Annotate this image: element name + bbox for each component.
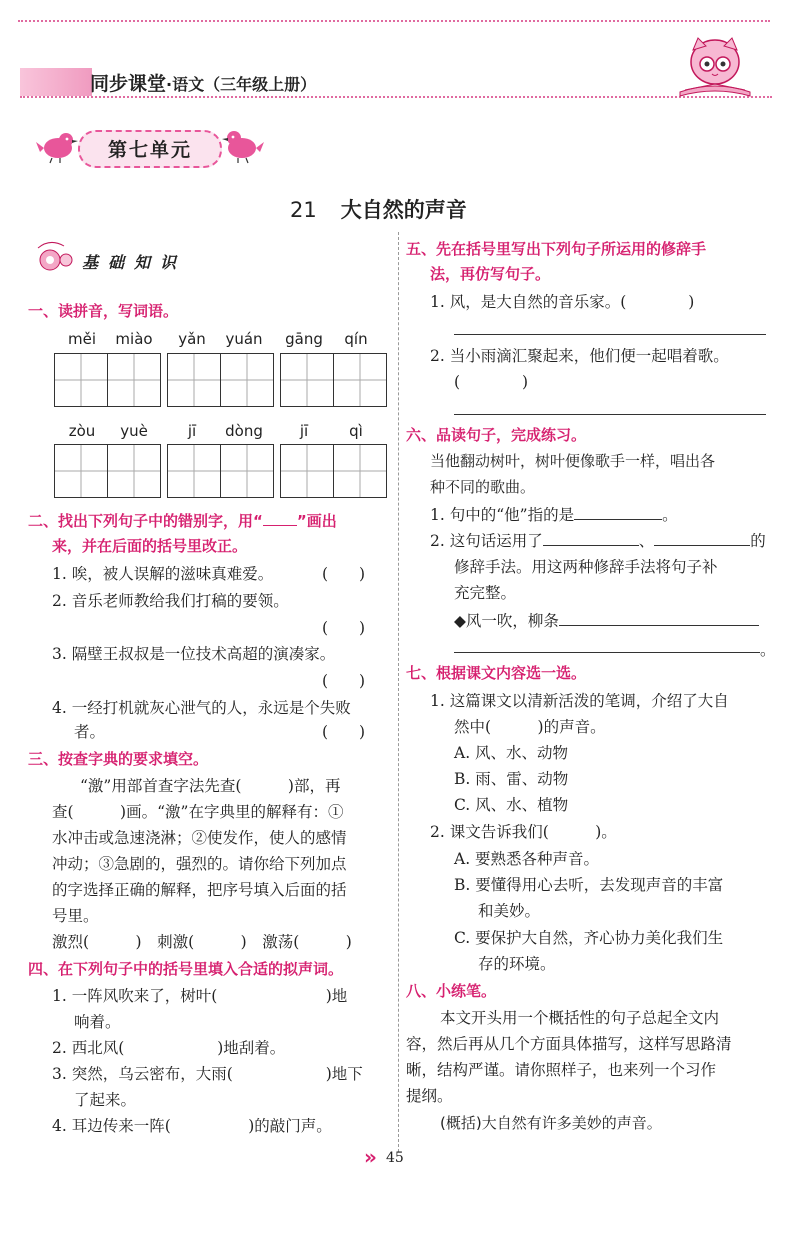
s2-item: 2. 音乐老师教给我们打稿的要领。: [52, 592, 289, 610]
pinyin: qín: [344, 330, 368, 348]
blank[interactable]: [654, 529, 750, 546]
s7-option[interactable]: A. 要熟悉各种声音。: [454, 850, 600, 868]
header-title-main: 同步课堂: [90, 73, 167, 95]
s6-q1-end: 。: [662, 506, 678, 524]
answer-paren[interactable]: ( ): [322, 619, 366, 637]
lesson-number: 21: [290, 198, 317, 222]
s6-passage: 当他翻动树叶，树叶便像歌手一样，唱出各: [430, 452, 716, 470]
s6-q1: [430, 503, 678, 525]
header-dotted-line: [18, 20, 770, 22]
writing-box[interactable]: [167, 353, 274, 407]
pinyin: dòng: [225, 422, 263, 440]
s8-title: 八、小练笔。: [406, 982, 497, 1000]
s7-option[interactable]: B. 要懂得用心去听，去发现声音的丰富: [454, 876, 724, 894]
s4-line[interactable]: 2. 西北风( )地刮着。: [52, 1039, 286, 1057]
flower-icon: [30, 238, 80, 278]
pinyin: qì: [349, 422, 363, 440]
s8-line: 晰，结构严谨。请你照样子，也来列一个习作: [406, 1061, 717, 1079]
s7-option-cont: 和美妙。: [478, 902, 541, 920]
mascot-book-icon: [660, 36, 770, 100]
writing-grid-row1: [54, 353, 387, 407]
underline-sample: [263, 513, 297, 526]
s2-item: 1. 唉，被人误解的滋味真难爱。: [52, 565, 274, 583]
s6-q2e: [454, 609, 759, 631]
s6-q2: [430, 529, 766, 551]
s4-line: 响着。: [74, 1013, 121, 1031]
s4-line: 了起来。: [74, 1091, 137, 1109]
page-number: 45: [386, 1150, 404, 1166]
lesson-title: [290, 194, 467, 224]
s6-q2-de: 的: [750, 532, 766, 550]
s2-title: [28, 510, 337, 531]
unit-label: 第七单元: [107, 139, 192, 161]
s5-title: 五、先在括号里写出下列句子所运用的修辞手: [406, 240, 707, 258]
pinyin: gāng: [285, 330, 323, 348]
s6-title: 六、品读句子，完成练习。: [406, 426, 587, 444]
bird-left-icon: [34, 128, 80, 164]
answer-line[interactable]: [454, 652, 760, 653]
pinyin: miào: [115, 330, 153, 348]
writing-grid-row2: [54, 444, 387, 498]
writing-box[interactable]: [54, 444, 161, 498]
s7-option[interactable]: A. 风、水、动物: [454, 744, 569, 762]
answer-paren[interactable]: ( ): [322, 723, 366, 741]
s6-q2d: 充完整。: [454, 584, 517, 602]
header-title: [90, 69, 316, 96]
s2-title2: 来，并在后面的括号里改正。: [52, 537, 248, 555]
writing-box[interactable]: [167, 444, 274, 498]
answer-paren[interactable]: ( ): [322, 565, 366, 583]
s3-title: 三、按查字典的要求填空。: [28, 750, 209, 768]
s6-q2c: 修辞手法。用这两种修辞手法将句子补: [454, 558, 718, 576]
lesson-name: 大自然的声音: [340, 198, 467, 222]
s8-line: 提纲。: [406, 1087, 453, 1105]
pinyin: yuán: [225, 330, 263, 348]
s2-item: 者。: [74, 723, 106, 741]
s5-q2-paren[interactable]: ( ): [454, 373, 529, 391]
s8-line: 本文开头用一个概括性的句子总起全文内: [440, 1009, 720, 1027]
answer-line[interactable]: [454, 334, 766, 335]
blank[interactable]: [574, 503, 662, 520]
s1-title: 一、读拼音，写词语。: [28, 302, 179, 320]
header-pink-band: [20, 68, 92, 96]
s7-option[interactable]: C. 要保护大自然，齐心协力美化我们生: [454, 929, 724, 947]
s4-line[interactable]: 1. 一阵风吹来了，树叶( )地: [52, 987, 348, 1005]
writing-box[interactable]: [280, 444, 387, 498]
section-basic-label: 基础知识: [82, 253, 187, 272]
pinyin: yǎn: [178, 330, 206, 348]
s4-line[interactable]: 4. 耳边传来一阵( )的敲门声。: [52, 1117, 332, 1135]
s7-option-cont: 存的环境。: [478, 955, 556, 973]
s6-q2-sep: 、: [638, 532, 655, 550]
s3-line: 号里。: [52, 907, 99, 925]
s4-line[interactable]: 3. 突然，乌云密布，大雨( )地下: [52, 1065, 363, 1083]
s6-q1-text: 1. 句中的“他”指的是: [430, 506, 575, 524]
s7-q1b[interactable]: 然中( )的声音。: [454, 718, 606, 736]
pinyin: měi: [67, 330, 96, 348]
writing-box[interactable]: [280, 353, 387, 407]
s7-q2[interactable]: 2. 课文告诉我们( )。: [430, 823, 617, 841]
answer-line[interactable]: [454, 414, 766, 415]
pinyin: yuè: [120, 422, 148, 440]
s3-line: 水冲击或急速浇淋；②使发作，使人的感情: [52, 829, 347, 847]
answer-paren[interactable]: ( ): [322, 672, 366, 690]
s8-line: 容，然后再从几个方面具体描写，这样写思路清: [406, 1035, 732, 1053]
page-arrows-icon: »: [364, 1145, 377, 1169]
s2-title-a: 二、找出下列句子中的错别字，用“: [28, 512, 263, 530]
s5-q2: 2. 当小雨滴汇聚起来，他们便一起唱着歌。: [430, 347, 729, 365]
s7-option[interactable]: B. 雨、雷、动物: [454, 770, 569, 788]
s3-fill-line[interactable]: 激烈( ) 刺激( ) 激荡( ): [52, 933, 352, 951]
s2-title-b: ”画出: [296, 512, 337, 530]
s2-item: 4. 一经打机就灰心泄气的人，永远是个失败: [52, 699, 351, 717]
blank[interactable]: [559, 609, 759, 626]
s7-option[interactable]: C. 风、水、植物: [454, 796, 569, 814]
s6-passage: 种不同的歌曲。: [430, 478, 536, 496]
bird-right-icon: [220, 126, 266, 164]
blank[interactable]: [543, 529, 639, 546]
s4-title: 四、在下列句子中的括号里填入合适的拟声词。: [28, 960, 344, 978]
s7-title: 七、根据课文内容选一选。: [406, 664, 587, 682]
s2-item: 3. 隔壁王叔叔是一位技术高超的演凑家。: [52, 645, 336, 663]
s5-q1: 1. 风，是大自然的音乐家。( ): [430, 293, 695, 311]
header-title-sub: ·语文（三年级上册）: [166, 75, 317, 94]
writing-box[interactable]: [54, 353, 161, 407]
s6-q2e-text: ◆风一吹，柳条: [454, 612, 559, 630]
s3-line: “激”用部首查字法先查( )部，再: [80, 777, 341, 795]
column-divider: [398, 232, 399, 1152]
s3-line: 冲动；③急剧的，强烈的。请你给下列加点: [52, 855, 347, 873]
s6-q2-text: 2. 这句话运用了: [430, 532, 543, 550]
pinyin: jī: [299, 422, 309, 440]
s7-q1: 1. 这篇课文以清新活泼的笔调，介绍了大自: [430, 692, 729, 710]
pinyin: jī: [187, 422, 197, 440]
pinyin: zòu: [68, 422, 96, 440]
s5-title2: 法，再仿写句子。: [430, 265, 551, 283]
s6-q2f: 。: [760, 641, 776, 659]
s3-line: 的字选择正确的解释，把序号填入后面的括: [52, 881, 347, 899]
s3-line: 查( )画。“激”在字典里的解释有：①: [52, 803, 344, 821]
s8-example: (概括)大自然有许多美妙的声音。: [440, 1114, 662, 1132]
